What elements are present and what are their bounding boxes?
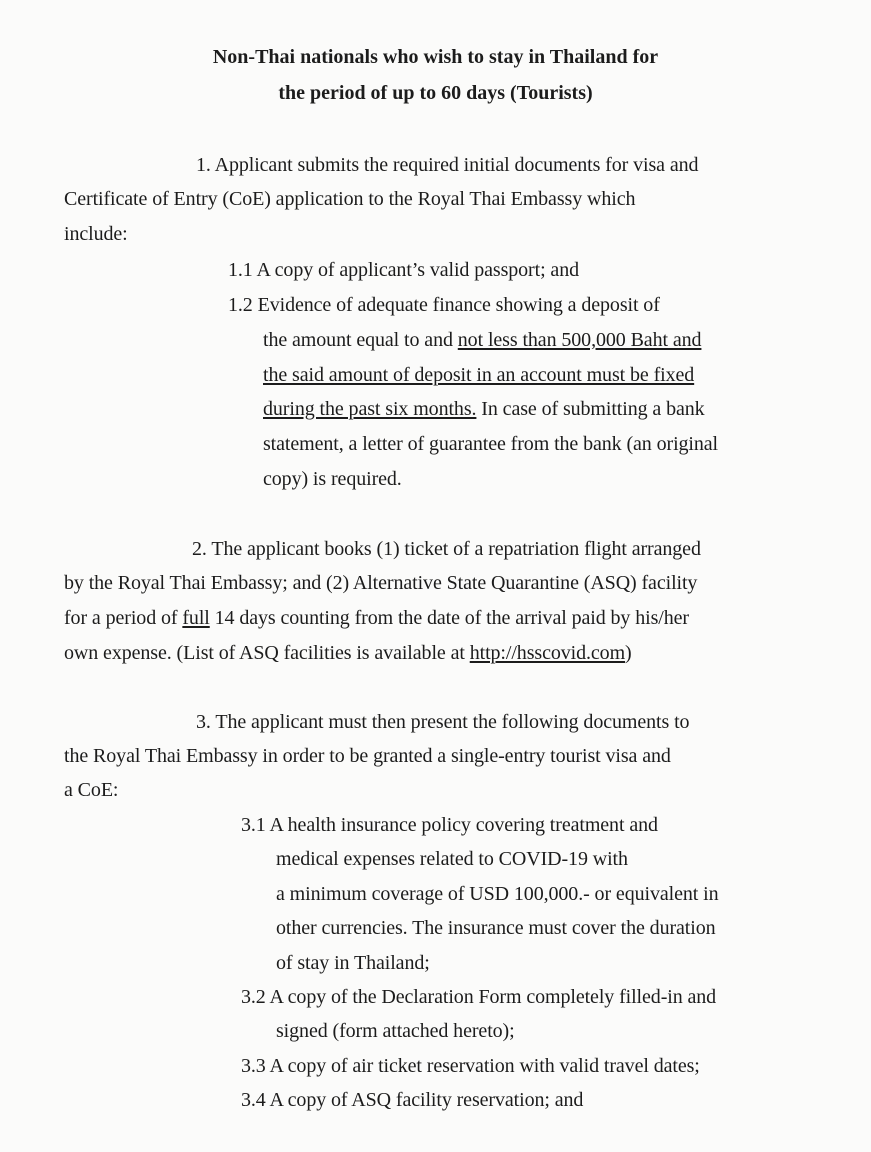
section-2-line-4-b: )	[625, 642, 632, 664]
item-1-2-line-4-text: In case of submitting a bank	[476, 398, 705, 420]
item-3-2-line-2: signed (form attached hereto);	[276, 1020, 515, 1042]
section-2-line-3-a: for a period of	[64, 607, 183, 629]
section-1-line-3: include:	[64, 223, 128, 245]
item-3-1-line-1: 3.1 A health insurance policy covering treatment and	[241, 814, 658, 836]
item-1-2-line-1: 1.2 Evidence of adequate finance showing a deposit of	[228, 294, 660, 316]
item-1-2-line-2-text: the amount equal to and	[263, 329, 458, 351]
asq-list-link[interactable]: http://hsscovid.com	[469, 642, 626, 664]
item-1-2-line-4	[263, 396, 705, 422]
document-title-line-1: Non-Thai nationals who wish to stay in Thailand for	[212, 46, 659, 68]
item-3-2-line-1: 3.2 A copy of the Declaration Form completely filled-in and	[241, 986, 717, 1008]
underlined-min-deposit: not less than 500,000 Baht and	[457, 329, 702, 351]
section-3-line-1: 3. The applicant must then present the following documents to	[196, 711, 690, 733]
section-1-line-1: 1. Applicant submits the required initial documents for visa and	[196, 154, 699, 176]
item-3-1-line-4: other currencies. The insurance must cover the duration	[276, 917, 716, 939]
item-3-1-line-3: a minimum coverage of USD 100,000.- or equivalent in	[276, 883, 719, 905]
item-1-2-line-5: statement, a letter of guarantee from the bank (an original	[263, 433, 719, 455]
item-3-3: 3.3 A copy of air ticket reservation with valid travel dates;	[241, 1055, 700, 1077]
item-1-2-line-2	[263, 327, 701, 353]
section-3-line-3: a CoE:	[64, 779, 119, 801]
document-title-line-2: the period of up to 60 days (Tourists)	[278, 82, 593, 104]
item-1-1: 1.1 A copy of applicant’s valid passport; and	[228, 259, 579, 281]
section-2-line-4	[64, 640, 632, 666]
underlined-six-months: during the past six months.	[263, 398, 477, 420]
section-2-line-3	[64, 605, 689, 631]
section-2-line-1: 2. The applicant books (1) ticket of a repatriation flight arranged	[192, 538, 701, 560]
underlined-full: full	[182, 607, 210, 629]
section-2-line-4-a: own expense. (List of ASQ facilities is available at	[64, 642, 470, 664]
section-1-line-2: Certificate of Entry (CoE) application to the Royal Thai Embassy which	[64, 188, 636, 210]
item-3-1-line-2: medical expenses related to COVID-19 with	[276, 848, 628, 870]
section-2-line-2: by the Royal Thai Embassy; and (2) Alternative State Quarantine (ASQ) facility	[64, 572, 698, 594]
item-3-1-line-5: of stay in Thailand;	[276, 952, 430, 974]
section-2-line-3-b: 14 days counting from the date of the arrival paid by his/her	[209, 607, 689, 629]
item-3-4: 3.4 A copy of ASQ facility reservation; and	[241, 1089, 584, 1111]
section-3-line-2: the Royal Thai Embassy in order to be granted a single-entry tourist visa and	[64, 745, 671, 767]
underlined-fixed-deposit: the said amount of deposit in an account must be fixed	[263, 364, 695, 386]
item-1-2-line-6: copy) is required.	[263, 468, 402, 490]
